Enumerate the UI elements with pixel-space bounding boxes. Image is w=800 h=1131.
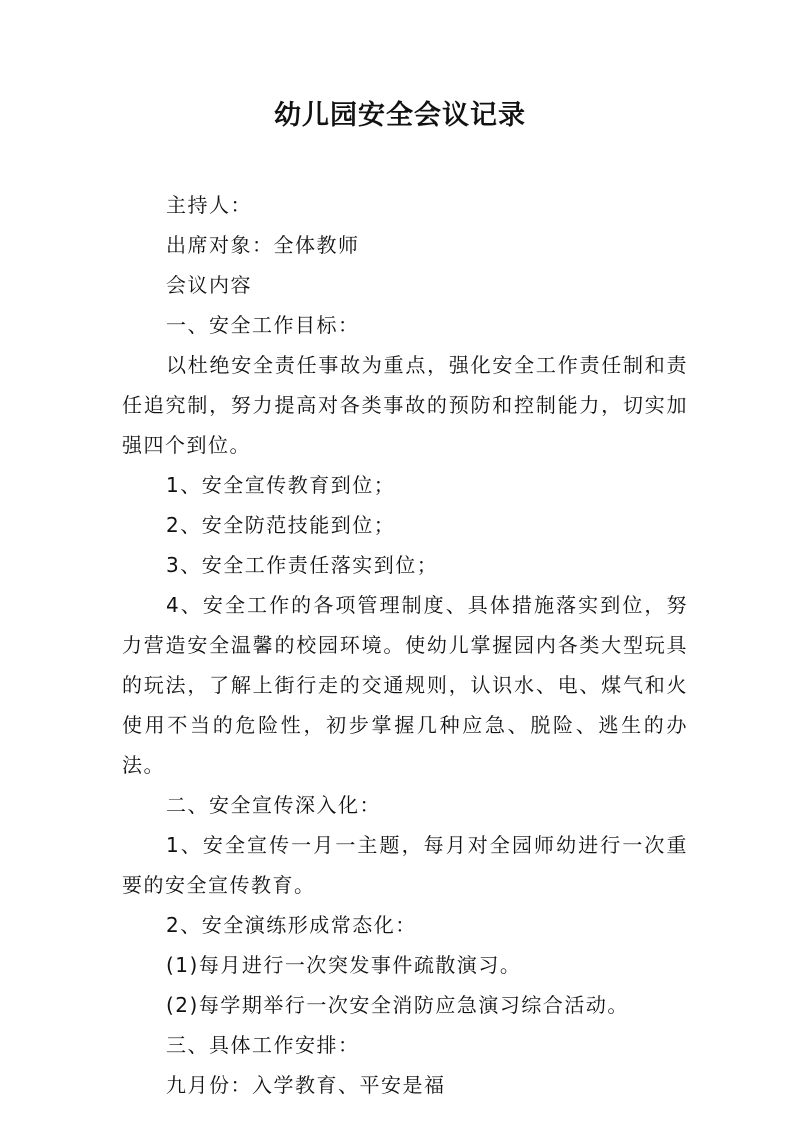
- section-heading-goals: 一、安全工作目标：: [166, 313, 360, 337]
- paragraph-attendees: 出席对象：全体教师: [166, 233, 360, 257]
- publicity-item-2: 2、安全演练形成常态化：: [166, 913, 417, 937]
- paragraph-goals-text: 以杜绝安全责任事故为重点，强化安全工作责任制和责任追究制，努力提高对各类事故的预防和控制能力，切实加强四个到位。: [122, 353, 688, 457]
- drill-item-1: (1)每月进行一次突发事件疏散演习。: [166, 953, 522, 977]
- section-heading-publicity: 二、安全宣传深入化：: [166, 793, 381, 817]
- list-item-2: 2、安全防范技能到位；: [166, 513, 396, 537]
- document-title: 幼儿园安全会议记录: [274, 100, 526, 131]
- drill-item-2: (2)每学期举行一次安全消防应急演习综合活动。: [166, 993, 629, 1017]
- document-body: [122, 185, 688, 1105]
- publicity-item-1: 1、安全宣传一月一主题，每月对全园师幼进行一次重要的安全宣传教育。: [122, 833, 688, 897]
- section-heading-schedule: 三、具体工作安排：: [166, 1033, 360, 1057]
- list-item-4: 4、安全工作的各项管理制度、具体措施落实到位，努力营造安全温馨的校园环境。使幼儿掌握园内各类大型玩具的玩法，了解上街行走的交通规则，认识水、电、煤气和火使用不当的危险性，初步掌握几种应急、脱险、逃生的办法。: [122, 593, 688, 777]
- schedule-september: 九月份：入学教育、平安是福: [166, 1073, 446, 1097]
- paragraph-meeting-content: 会议内容: [166, 273, 252, 297]
- list-item-1: 1、安全宣传教育到位；: [166, 473, 396, 497]
- paragraph-host: 主持人：: [166, 193, 252, 217]
- list-item-3: 3、安全工作责任落实到位；: [166, 553, 439, 577]
